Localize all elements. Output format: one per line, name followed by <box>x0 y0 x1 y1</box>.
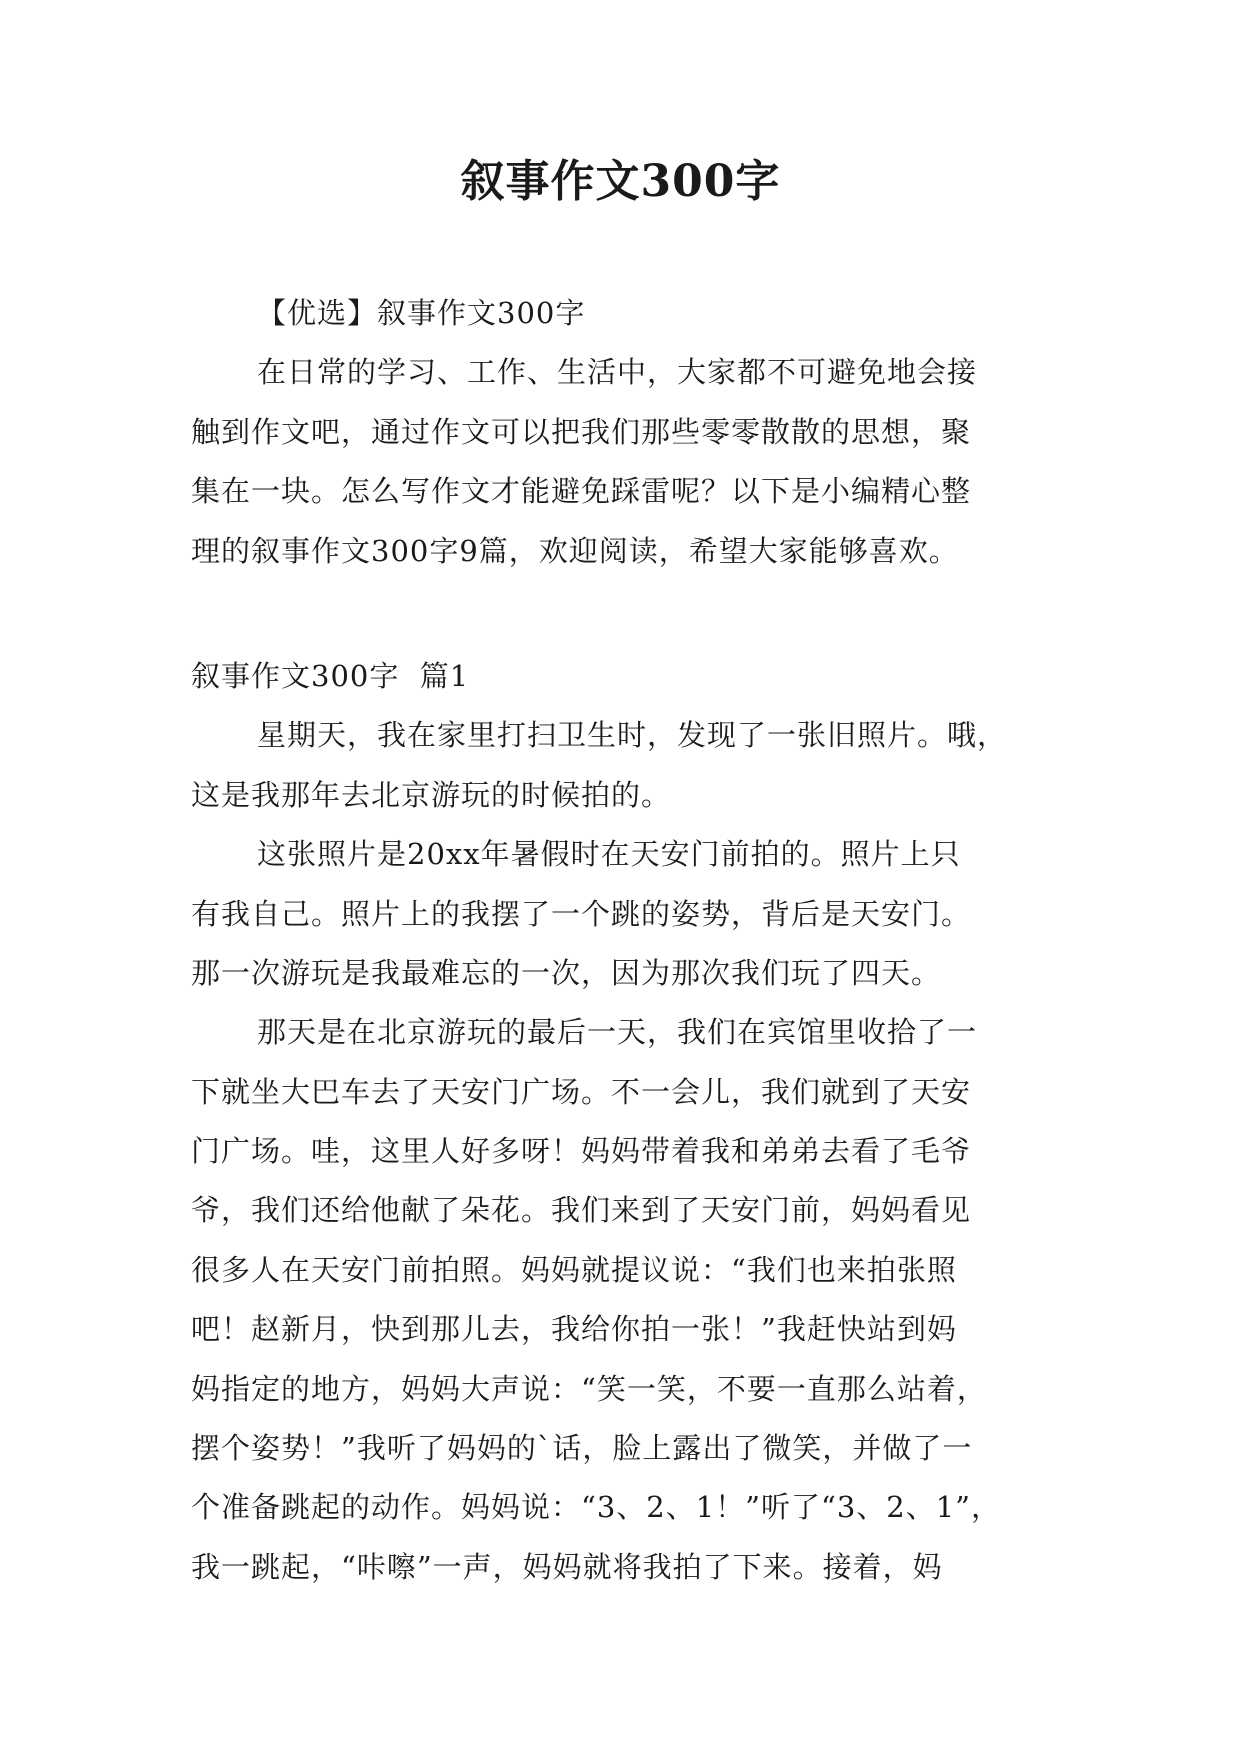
paragraph-line: 集在一块。怎么写作文才能避免踩雷呢？以下是小编精心整 <box>191 474 972 509</box>
paragraph-line: 在日常的学习、工作、生活中，大家都不可避免地会接 <box>257 355 978 390</box>
paragraph-line: 这张照片是20xx年暑假时在天安门前拍的。照片上只 <box>257 837 961 872</box>
paragraph-line: 那天是在北京游玩的最后一天，我们在宾馆里收拾了一 <box>257 1015 978 1050</box>
paragraph-line: 我一跳起，“咔嚓”一声，妈妈就将我拍了下来。接着，妈 <box>191 1549 943 1584</box>
paragraph-line: 门广场。哇，这里人好多呀！妈妈带着我和弟弟去看了毛爷 <box>191 1134 972 1169</box>
document-subtitle: 【优选】叙事作文300字 <box>257 296 586 330</box>
paragraph-line: 吧！赵新月，快到那儿去，我给你拍一张！”我赶快站到妈 <box>191 1312 957 1347</box>
paragraph-line: 个准备跳起的动作。妈妈说：“3、2、1！”听了“3、2、1”， <box>191 1490 1002 1525</box>
paragraph-line: 妈指定的地方，妈妈大声说：“笑一笑，不要一直那么站着， <box>191 1371 987 1406</box>
paragraph-line: 爷，我们还给他献了朵花。我们来到了天安门前，妈妈看见 <box>191 1193 972 1228</box>
paragraph-line: 理的叙事作文300字9篇，欢迎阅读，希望大家能够喜欢。 <box>191 533 959 568</box>
paragraph-line: 星期天，我在家里打扫卫生时，发现了一张旧照片。哦， <box>257 718 1008 753</box>
paragraph-line: 有我自己。照片上的我摆了一个跳的姿势，背后是天安门。 <box>191 896 972 931</box>
paragraph-line: 摆个姿势！”我听了妈妈的`话，脸上露出了微笑，并做了一 <box>191 1431 973 1466</box>
document-title: 叙事作文300字 <box>460 156 781 207</box>
paragraph-line: 很多人在天安门前拍照。妈妈就提议说：“我们也来拍张照 <box>191 1252 957 1287</box>
section-heading: 叙事作文300字 篇1 <box>191 658 470 693</box>
document-body <box>191 284 1051 1597</box>
paragraph-line: 这是我那年去北京游玩的时候拍的。 <box>191 777 672 812</box>
paragraph-line: 触到作文吧，通过作文可以把我们那些零零散散的思想，聚 <box>191 414 972 449</box>
paragraph-line: 下就坐大巴车去了天安门广场。不一会儿，我们就到了天安 <box>191 1074 972 1109</box>
paragraph-line: 那一次游玩是我最难忘的一次，因为那次我们玩了四天。 <box>191 955 942 990</box>
